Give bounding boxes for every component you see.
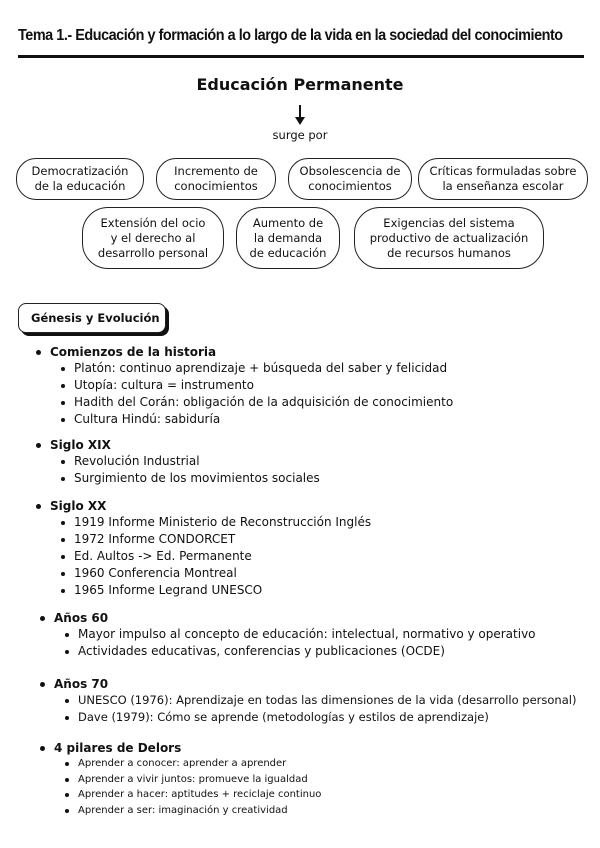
cause-pill — [156, 158, 276, 200]
cause-pill — [288, 158, 412, 200]
list-section — [34, 344, 453, 428]
cause-pill — [236, 207, 340, 269]
list-item: Surgimiento de los movimientos sociales — [34, 470, 320, 487]
section-heading: Años 60 — [38, 610, 536, 626]
pill-line: de la educación — [34, 179, 126, 193]
section-heading: 4 pilares de Delors — [38, 740, 321, 756]
list-item: 1960 Conferencia Montreal — [34, 565, 371, 582]
list-item: Hadith del Corán: obligación de la adquisición de conocimiento — [34, 394, 453, 411]
pill-line: Incremento de — [174, 164, 258, 178]
list-item: UNESCO (1976): Aprendizaje en todas las dimensiones de la vida (desarrollo personal) — [38, 692, 576, 709]
section-heading: Años 70 — [38, 676, 576, 692]
pill-line: conocimientos — [174, 179, 258, 193]
pill-line: Obsolescencia de — [299, 164, 401, 178]
list-item: 1965 Informe Legrand UNESCO — [34, 582, 371, 599]
title-underline — [18, 55, 584, 58]
pill-line: Aumento de — [252, 215, 324, 230]
list-section — [34, 498, 371, 599]
cause-pill — [354, 207, 544, 269]
pill-line: y el derecho al — [110, 230, 196, 245]
pill-line: Democratización — [31, 164, 129, 178]
cause-pill — [16, 158, 144, 200]
cause-pill — [418, 158, 588, 200]
diagram-title: Educación Permanente — [196, 75, 404, 94]
pill-line: desarrollo personal — [97, 245, 209, 260]
pill-line: productivo de actualización — [369, 230, 529, 245]
page-title: Tema 1.- Educación y formación a lo largo de la vida en la sociedad del conocimiento — [18, 27, 563, 44]
list-section — [34, 437, 320, 487]
list-item: Aprender a vivir juntos: promueve la igualdad — [38, 772, 321, 788]
list-item: 1972 Informe CONDORCET — [34, 531, 371, 548]
pill-line: de educación — [249, 245, 327, 260]
list-item: Aprender a conocer: aprender a aprender — [38, 756, 321, 772]
list-item: Mayor impulso al concepto de educación: intelectual, normativo y operativo — [38, 626, 536, 643]
connector-label: surge por — [272, 128, 328, 142]
list-item: 1919 Informe Ministerio de Reconstrucción Inglés — [34, 514, 371, 531]
list-item: Cultura Hindú: sabiduría — [34, 411, 453, 428]
section-heading: Siglo XIX — [34, 437, 320, 453]
list-section — [38, 676, 576, 726]
pill-line: de recursos humanos — [387, 245, 511, 260]
list-section — [38, 740, 321, 818]
down-arrow-icon — [291, 104, 309, 126]
list-item: Dave (1979): Cómo se aprende (metodologías y estilos de aprendizaje) — [38, 709, 576, 726]
list-item: Revolución Industrial — [34, 453, 320, 470]
list-item: Actividades educativas, conferencias y publicaciones (OCDE) — [38, 643, 536, 660]
pill-line: la demanda — [253, 230, 323, 245]
pill-line: Críticas formuladas sobre — [429, 164, 577, 178]
section-heading: Siglo XX — [34, 498, 371, 514]
pill-line: la enseñanza escolar — [442, 179, 564, 193]
pill-line: Extensión del ocio — [100, 215, 206, 230]
list-item: Aprender a ser: imaginación y creatividad — [38, 803, 321, 819]
section-badge: Génesis y Evolución — [18, 303, 166, 333]
list-item: Ed. Aultos -> Ed. Permanente — [34, 548, 371, 565]
pill-line: conocimientos — [308, 179, 392, 193]
pill-line: Exigencias del sistema — [383, 215, 515, 230]
list-section — [38, 610, 536, 660]
list-item: Platón: continuo aprendizaje + búsqueda del saber y felicidad — [34, 360, 453, 377]
list-item: Utopía: cultura = instrumento — [34, 377, 453, 394]
cause-pill — [82, 207, 224, 269]
list-item: Aprender a hacer: aptitudes + reciclaje continuo — [38, 787, 321, 803]
section-heading: Comienzos de la historia — [34, 344, 453, 360]
